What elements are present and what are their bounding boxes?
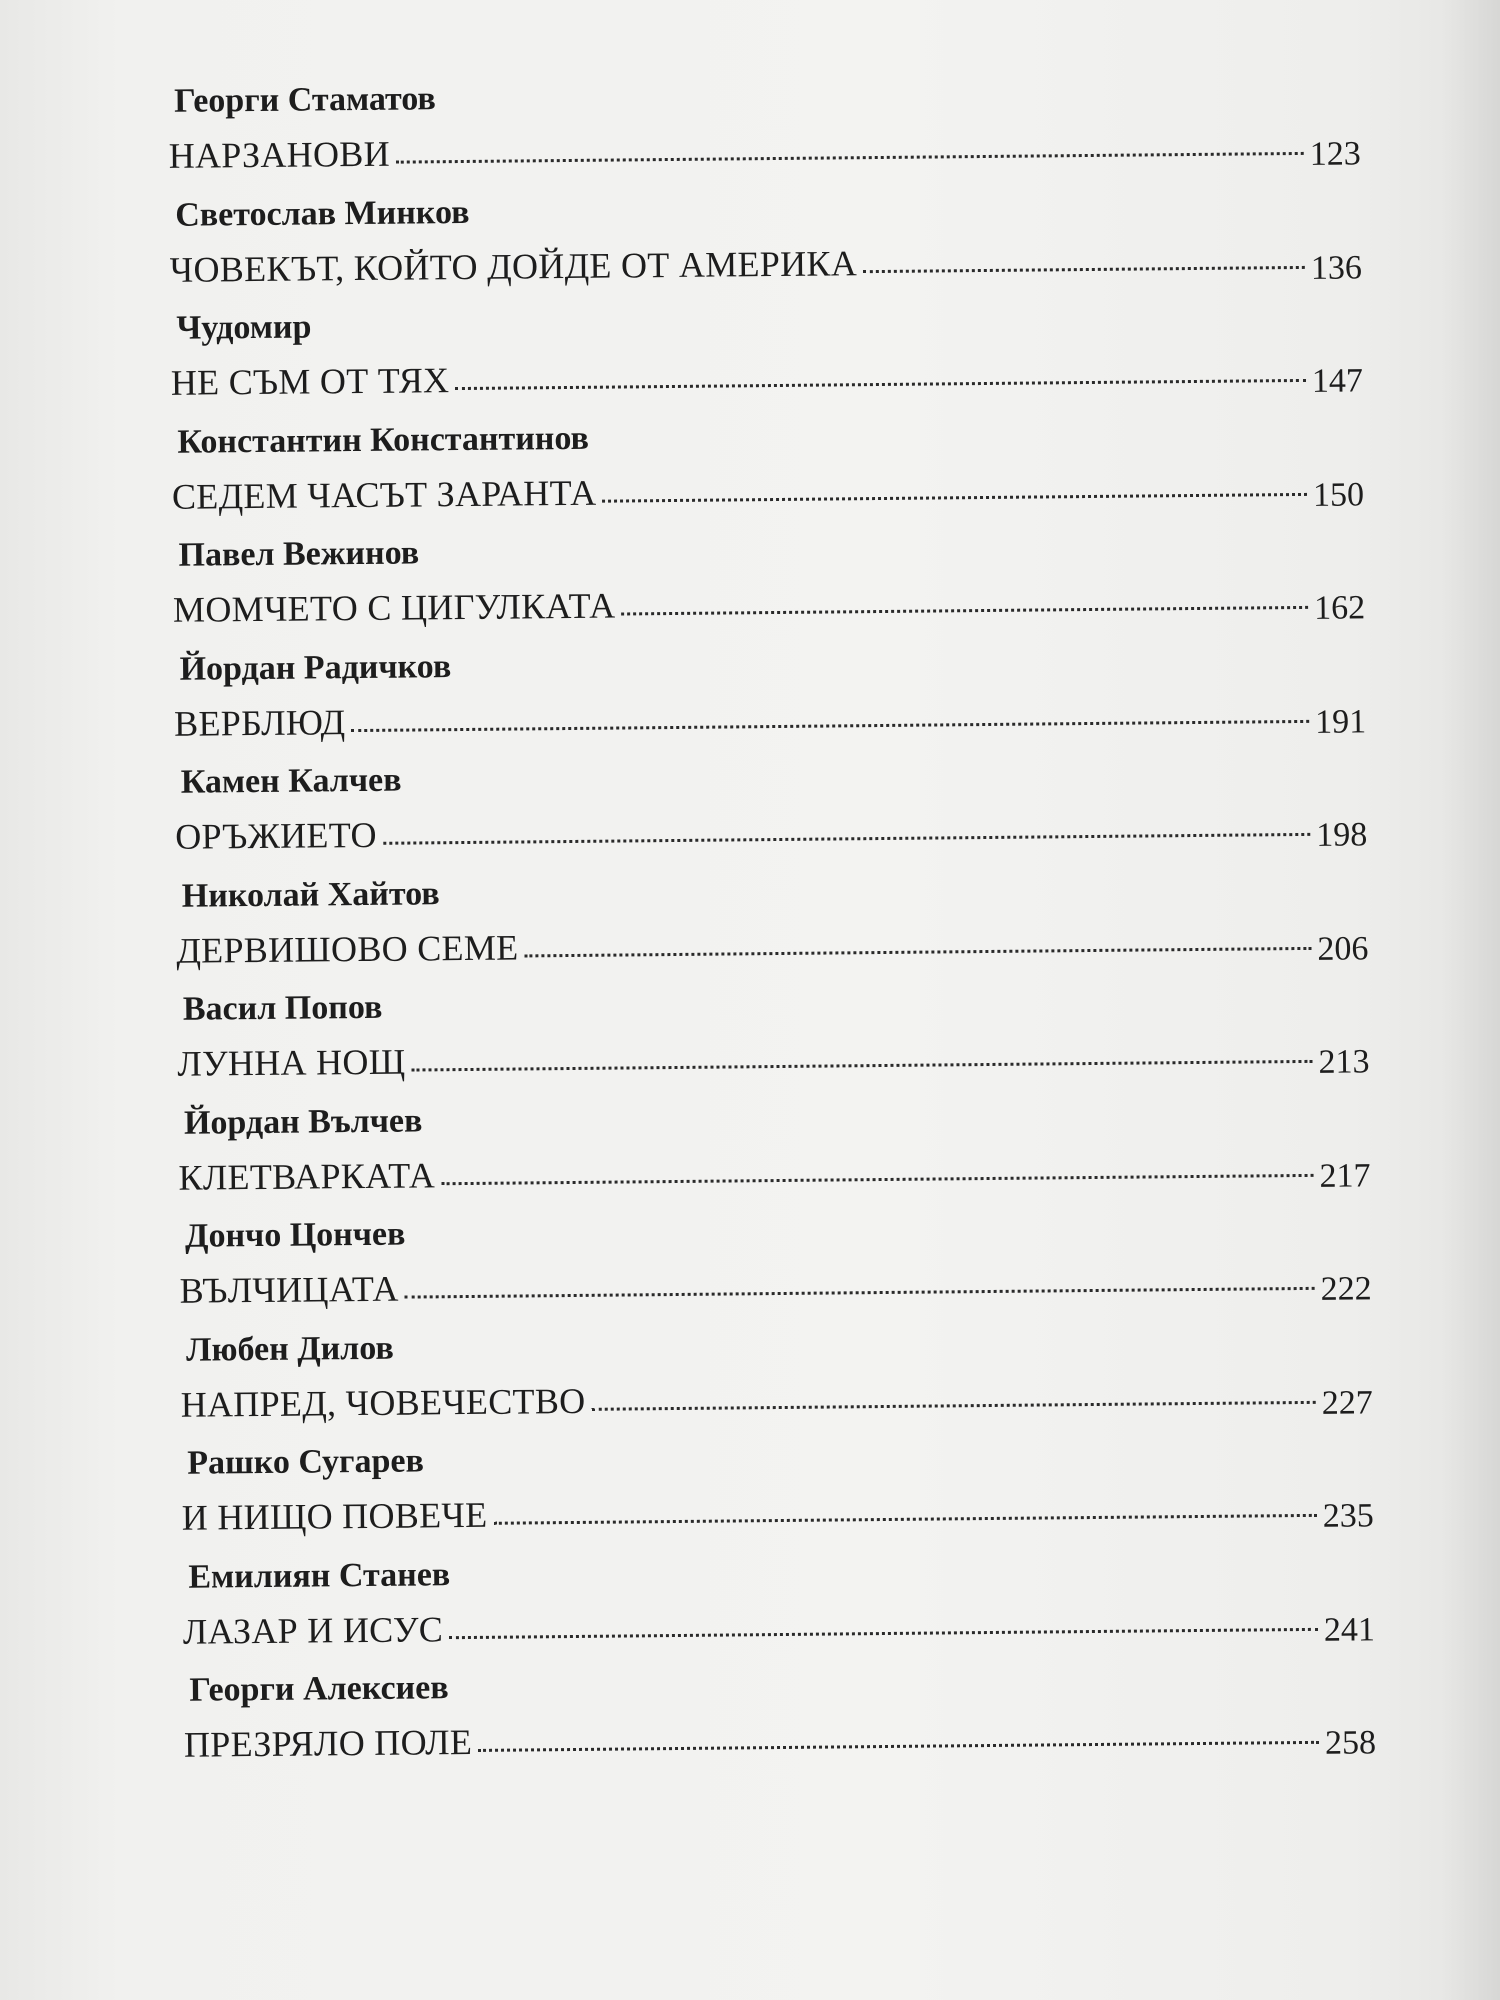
toc-author: Камен Калчев [180,761,402,801]
toc-entry [155,638,1366,763]
dot-leader [524,945,1311,957]
dot-leader [621,605,1308,616]
toc-page-number: 213 [1318,1043,1370,1081]
dot-leader [591,1399,1315,1410]
toc-title: ВЕРБЛЮД [173,701,346,744]
toc-page-number: 241 [1323,1610,1376,1649]
dot-leader [351,718,1309,731]
toc-title: И НИЩО ПОВЕЧЕ [181,1494,488,1538]
toc-line [178,1138,1370,1199]
toc-entry [165,1659,1376,1784]
toc-line [180,1365,1372,1426]
dot-leader [863,264,1305,272]
toc-line [182,1478,1374,1539]
toc-page-number: 136 [1310,248,1363,287]
toc-title: МОМЧЕТО С ЦИГУЛКАТА [172,585,616,630]
toc-entry [151,184,1362,309]
toc-title: НАРЗАНОВИ [168,133,391,176]
toc-author: Дончо Цончев [184,1215,406,1255]
toc-page-number: 198 [1316,816,1368,854]
toc-title: СЕДЕМ ЧАСЪТ ЗАРАНТА [171,472,597,517]
toc-author: Георги Алексиев [189,1669,449,1709]
toc-page-number: 217 [1319,1156,1371,1195]
toc-page-number: 227 [1321,1383,1373,1422]
toc-author: Йордан Радичков [179,647,452,688]
toc-entry [159,978,1370,1103]
toc-page-number: 150 [1312,475,1365,514]
dot-leader [411,1059,1312,1072]
toc-author: Йордан Вълчев [183,1101,423,1142]
toc-page-number: 147 [1311,362,1364,400]
toc-page-number: 191 [1315,702,1367,741]
dot-leader [396,151,1304,164]
toc-title: ЛАЗАР И ИСУС [182,1608,444,1652]
toc-entry [161,1205,1372,1330]
toc-page-number: 258 [1324,1724,1377,1762]
toc-entry [152,297,1363,422]
toc-entry [153,411,1364,536]
toc-line [174,684,1366,745]
toc-author: Васил Попов [182,988,383,1028]
toc-author: Емилиян Станев [188,1555,451,1596]
toc-author: Георги Стаматов [174,80,436,120]
toc-line [177,1024,1369,1085]
table-of-contents [150,70,1376,1784]
dot-leader [602,491,1307,502]
toc-title: ПРЕЗРЯЛО ПОЛЕ [183,1721,473,1765]
toc-page-number: 206 [1317,929,1369,968]
toc-entry [150,70,1361,195]
toc-author: Павел Вежинов [178,534,420,574]
toc-entry [163,1432,1374,1557]
dot-leader [383,832,1310,845]
toc-line [184,1705,1376,1766]
toc-title: КЛЕТВАРКАТА [178,1154,436,1198]
toc-title: ЛУННА НОЩ [177,1041,406,1084]
dot-leader [455,378,1306,390]
toc-line [170,230,1362,291]
toc-page-number: 235 [1322,1497,1374,1535]
toc-title: ОРЪЖИЕТО [175,814,378,857]
dot-leader [493,1513,1316,1525]
toc-entry [164,1546,1375,1671]
toc-author: Чудомир [176,308,312,347]
toc-line [173,570,1365,631]
toc-entry [162,1319,1373,1444]
toc-title: ЧОВЕКЪТ, КОЙТО ДОЙДЕ ОТ АМЕРИКА [169,242,858,290]
toc-line [171,343,1363,404]
toc-page-number: 222 [1320,1270,1372,1308]
toc-author: Рашко Сугарев [187,1442,425,1482]
dot-leader [449,1626,1318,1638]
toc-entry [154,524,1365,649]
toc-line [183,1592,1375,1653]
toc-line [168,116,1360,177]
toc-page-number: 162 [1313,589,1366,627]
toc-author: Любен Дилов [185,1329,394,1369]
toc-title: ДЕРВИШОВО СЕМЕ [176,927,519,971]
toc-entry [160,1092,1371,1217]
toc-title: ВЪЛЧИЦАТА [179,1268,399,1311]
toc-line [179,1251,1371,1312]
toc-line [176,911,1368,972]
toc-page-number: 123 [1309,135,1361,173]
toc-entry [157,751,1368,876]
toc-line [175,797,1367,858]
toc-entry [158,865,1369,990]
toc-title: НЕ СЪМ ОТ ТЯХ [170,360,450,403]
dot-leader [405,1286,1315,1299]
toc-author: Николай Хайтов [181,874,440,915]
toc-author: Константин Константинов [177,419,590,461]
toc-title: НАПРЕД, ЧОВЕЧЕСТВО [180,1380,586,1425]
dot-leader [478,1740,1319,1752]
toc-author: Светослав Минков [175,193,470,234]
dot-leader [441,1172,1313,1184]
toc-line [172,457,1364,518]
